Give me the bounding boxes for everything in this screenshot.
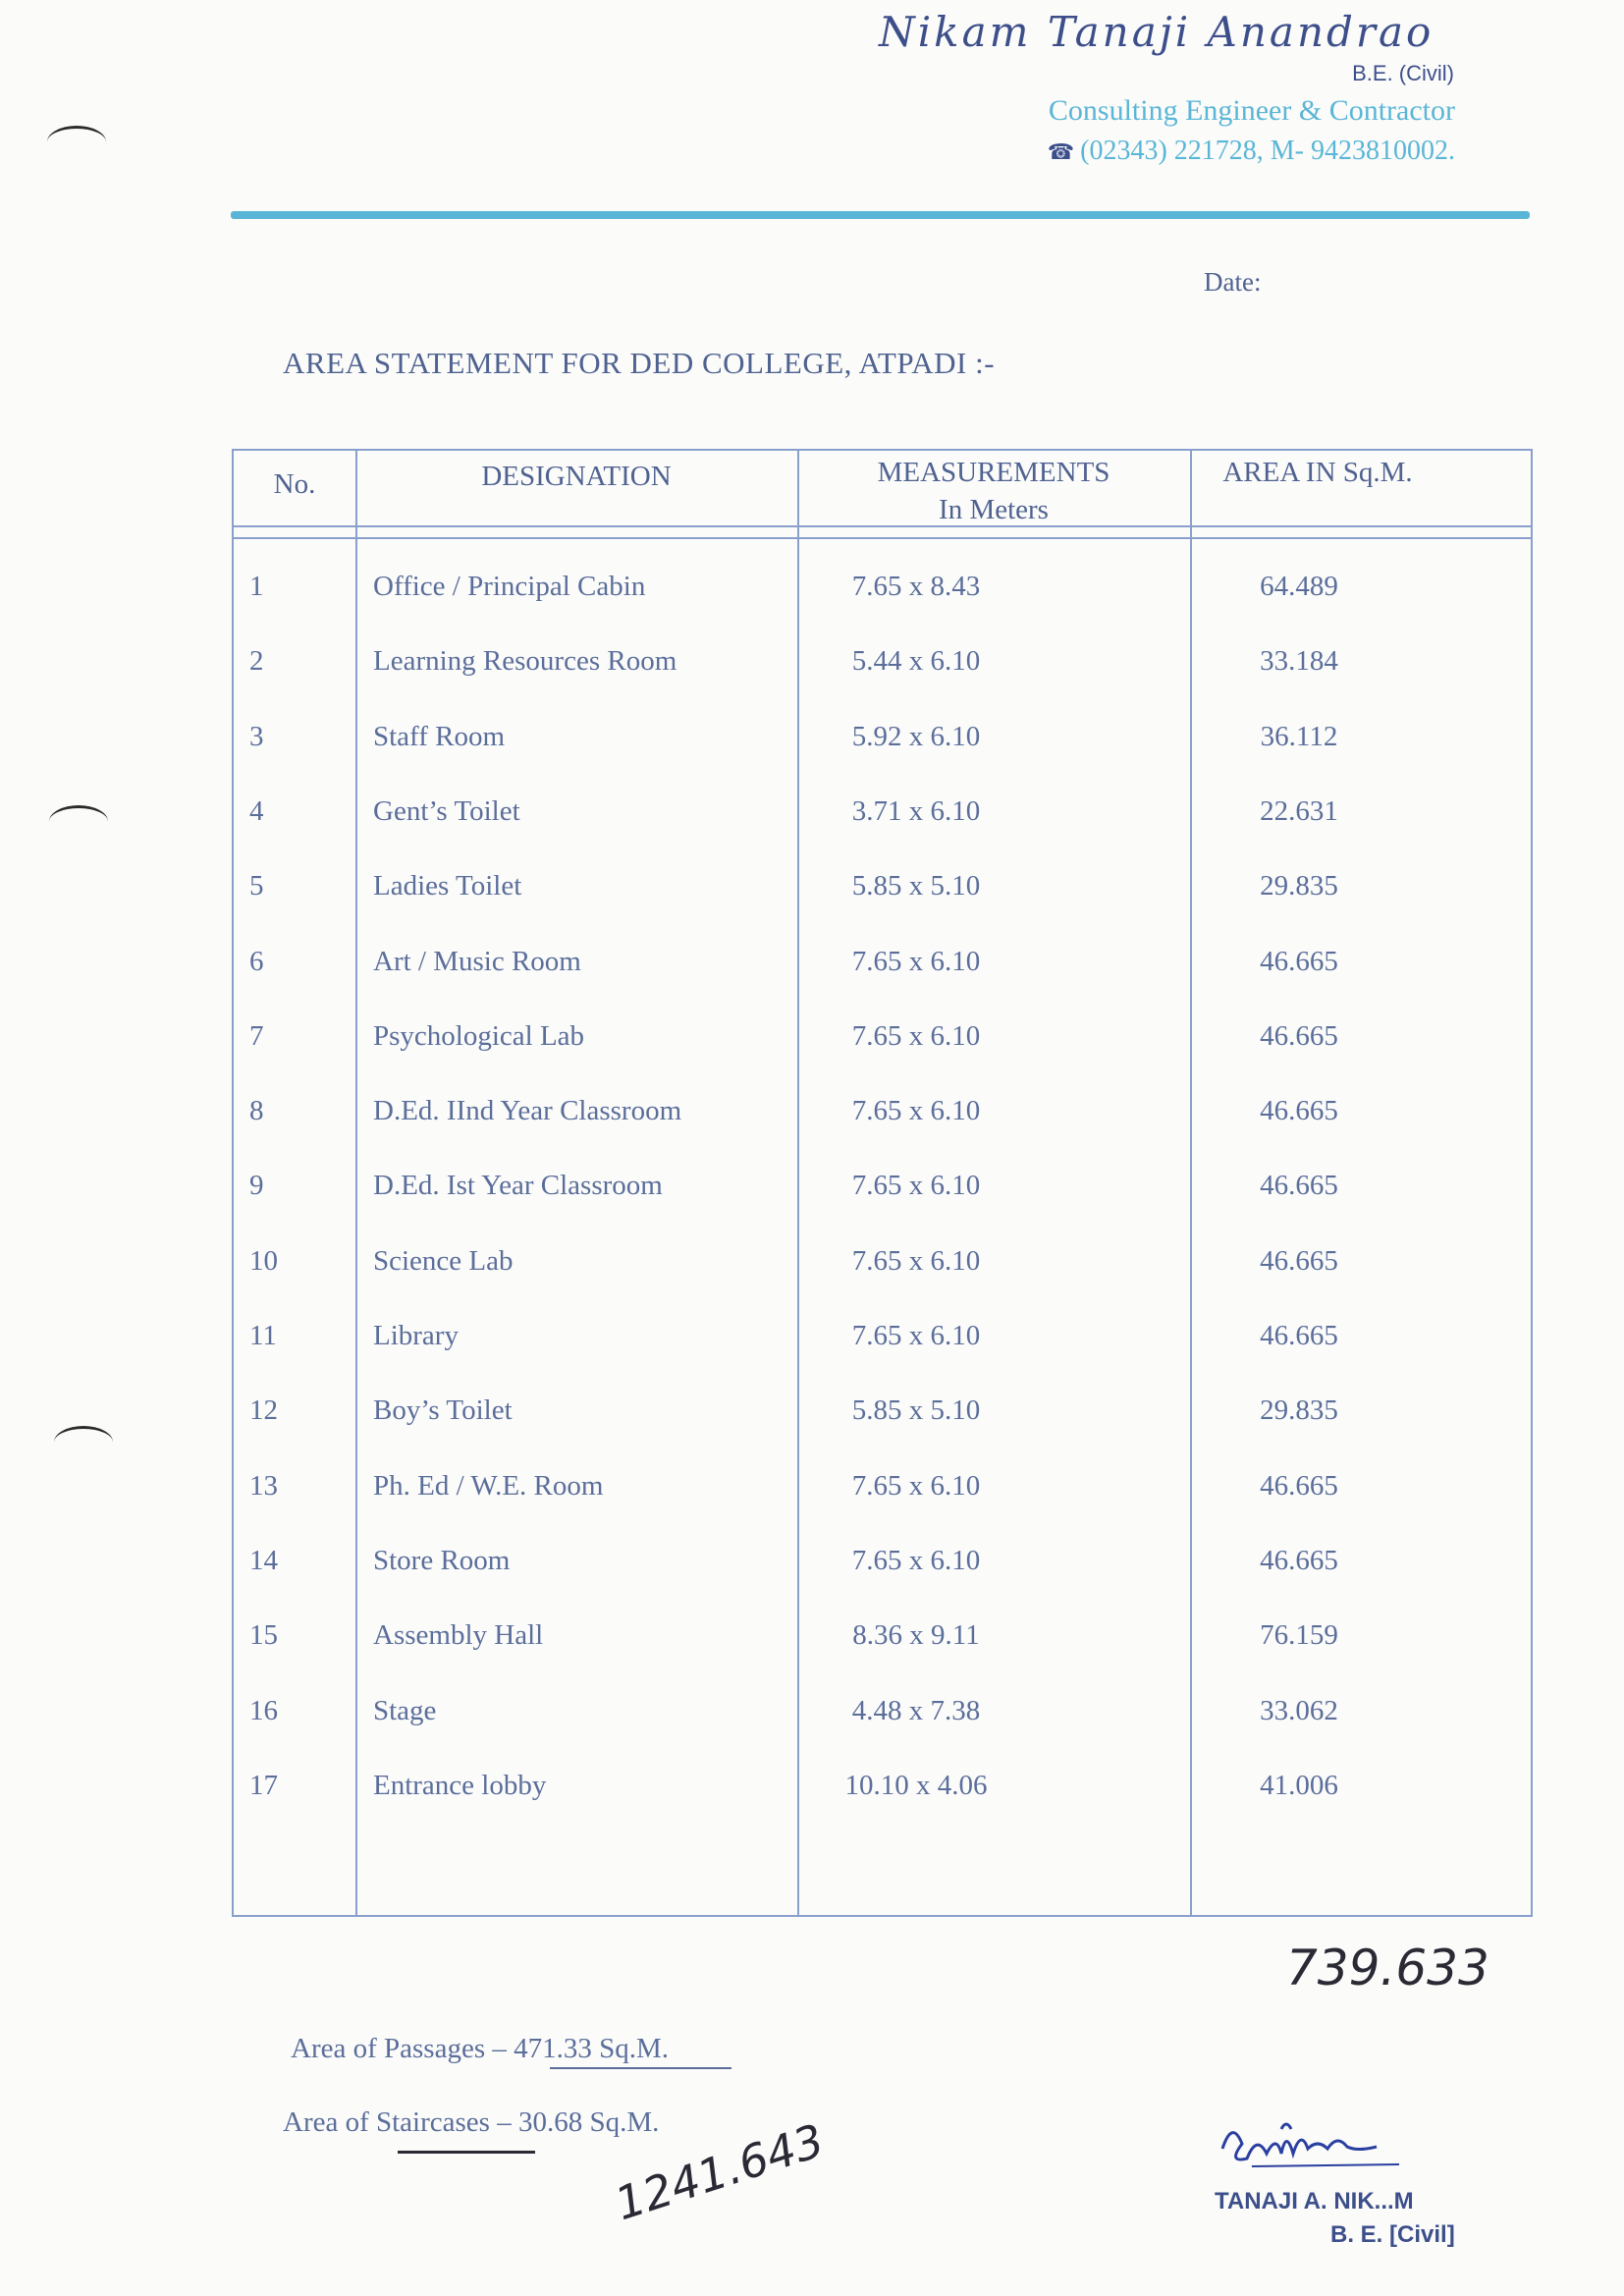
- row-number: 13: [249, 1469, 278, 1502]
- row-number: 17: [249, 1769, 278, 1801]
- row-area: 46.665: [1260, 1244, 1338, 1277]
- row-designation: Science Lab: [373, 1244, 514, 1277]
- row-measurement: 7.65 x 6.10: [851, 1019, 981, 1052]
- row-designation: Boy’s Toilet: [373, 1394, 513, 1427]
- row-area: 64.489: [1260, 571, 1338, 602]
- row-measurement: 5.85 x 5.10: [851, 870, 981, 902]
- row-designation: Store Room: [373, 1544, 511, 1576]
- row-number: 15: [249, 1619, 278, 1652]
- table-row: [234, 1381, 1531, 1455]
- table-row: [234, 1456, 1531, 1531]
- header-measurements-label: MEASUREMENTS: [877, 457, 1110, 488]
- row-designation: Library: [373, 1320, 459, 1351]
- row-designation: D.Ed. IInd Year Classroom: [373, 1095, 682, 1127]
- header-area: AREA IN Sq.M.: [1222, 457, 1413, 488]
- letterhead-phone: [1048, 136, 1455, 167]
- table-row: [234, 707, 1531, 782]
- header-measurements-unit: In Meters: [939, 493, 1049, 525]
- staircases-area: Area of Staircases – 30.68 Sq.M.: [283, 2106, 660, 2138]
- row-number: 11: [249, 1320, 277, 1351]
- row-measurement: 5.92 x 6.10: [851, 720, 981, 752]
- header-divider: [231, 211, 1530, 219]
- row-designation: Psychological Lab: [373, 1019, 585, 1052]
- row-area: 46.665: [1260, 945, 1338, 977]
- header-designation: DESIGNATION: [481, 461, 672, 492]
- row-measurement: 7.65 x 8.43: [851, 571, 981, 602]
- phone-number: (02343) 221728, M- 9423810002.: [1080, 136, 1455, 166]
- row-area: 41.006: [1260, 1769, 1338, 1801]
- row-area: 33.184: [1260, 645, 1338, 678]
- table-row: [234, 1306, 1531, 1381]
- signature-stamp: [1213, 2109, 1468, 2198]
- row-designation: Office / Principal Cabin: [373, 571, 646, 602]
- row-area: 33.062: [1260, 1694, 1338, 1726]
- row-designation: Ladies Toilet: [373, 870, 522, 902]
- table-row: [234, 1081, 1531, 1156]
- punch-hole-mark: [49, 805, 108, 838]
- row-measurement: 10.10 x 4.06: [844, 1769, 988, 1801]
- row-measurement: 3.71 x 6.10: [851, 794, 981, 827]
- letterhead-name: Nikam Tanaji Anandrao: [879, 8, 1435, 56]
- row-number: 16: [249, 1694, 278, 1726]
- row-measurement: 4.48 x 7.38: [851, 1694, 981, 1726]
- row-designation: Art / Music Room: [373, 945, 581, 977]
- table-row: [234, 782, 1531, 856]
- table-row: [234, 932, 1531, 1007]
- row-area: 36.112: [1260, 720, 1338, 752]
- table-row: [234, 1156, 1531, 1230]
- table-row: [234, 1756, 1531, 1831]
- handwritten-underline: [398, 2151, 535, 2154]
- row-designation: Stage: [373, 1694, 437, 1726]
- phone-icon: ☎: [1047, 139, 1075, 164]
- row-measurement: 5.85 x 5.10: [851, 1394, 981, 1427]
- row-area: 46.665: [1260, 1019, 1338, 1052]
- row-area: 46.665: [1260, 1320, 1338, 1351]
- row-number: 9: [249, 1170, 264, 1202]
- handwritten-grand-total: 1241.643: [609, 2113, 831, 2231]
- row-number: 8: [249, 1095, 264, 1127]
- row-designation: Ph. Ed / W.E. Room: [373, 1469, 604, 1502]
- row-designation: Learning Resources Room: [373, 645, 677, 678]
- header-measurements: [797, 455, 1190, 528]
- row-designation: Assembly Hall: [373, 1619, 544, 1652]
- row-number: 3: [249, 720, 264, 752]
- row-number: 7: [249, 1019, 264, 1052]
- row-measurement: 7.65 x 6.10: [851, 1469, 981, 1502]
- date-label: Date:: [1204, 267, 1262, 297]
- table-row: [234, 631, 1531, 706]
- row-number: 2: [249, 645, 264, 678]
- row-measurement: 8.36 x 9.11: [852, 1619, 980, 1652]
- area-table: [232, 449, 1533, 1917]
- passages-area: Area of Passages – 471.33 Sq.M.: [291, 2033, 670, 2064]
- row-measurement: 7.65 x 6.10: [851, 1095, 981, 1127]
- row-number: 12: [249, 1394, 278, 1427]
- signature-name: TANAJI A. NIK...M: [1215, 2188, 1414, 2214]
- table-row: [234, 856, 1531, 931]
- row-number: 1: [249, 571, 264, 602]
- row-number: 10: [249, 1244, 278, 1277]
- row-number: 6: [249, 945, 264, 977]
- row-number: 4: [249, 794, 264, 827]
- row-designation: Staff Room: [373, 720, 505, 752]
- header-divider-line: [234, 537, 1531, 539]
- row-area: 29.835: [1260, 870, 1338, 902]
- row-area: 76.159: [1260, 1619, 1338, 1652]
- header-no: No.: [273, 468, 316, 500]
- table-row: [234, 1606, 1531, 1680]
- punch-hole-mark: [54, 1426, 113, 1458]
- table-row: [234, 1231, 1531, 1306]
- row-designation: Entrance lobby: [373, 1769, 547, 1801]
- row-area: 46.665: [1260, 1170, 1338, 1202]
- signature-scribble-icon: [1213, 2109, 1468, 2178]
- row-area: 29.835: [1260, 1394, 1338, 1427]
- row-area: 22.631: [1260, 794, 1338, 827]
- row-number: 5: [249, 870, 264, 902]
- row-area: 46.665: [1260, 1544, 1338, 1576]
- row-measurement: 7.65 x 6.10: [851, 1320, 981, 1351]
- letterhead-role: Consulting Engineer & Contractor: [1048, 94, 1455, 127]
- table-row: [234, 1531, 1531, 1606]
- row-measurement: 7.65 x 6.10: [851, 945, 981, 977]
- row-number: 14: [249, 1544, 278, 1576]
- letterhead-degree: B.E. (Civil): [1352, 61, 1454, 85]
- row-measurement: 7.65 x 6.10: [851, 1544, 981, 1576]
- table-row: [234, 1681, 1531, 1756]
- table-row: [234, 1007, 1531, 1081]
- row-measurement: 7.65 x 6.10: [851, 1244, 981, 1277]
- table-row: [234, 557, 1531, 631]
- row-area: 46.665: [1260, 1469, 1338, 1502]
- punch-hole-mark: [47, 126, 106, 158]
- signature-degree: B. E. [Civil]: [1330, 2221, 1455, 2248]
- document-title: AREA STATEMENT FOR DED COLLEGE, ATPADI :-: [283, 346, 996, 380]
- row-measurement: 7.65 x 6.10: [851, 1170, 981, 1202]
- row-measurement: 5.44 x 6.10: [851, 645, 981, 678]
- row-area: 46.665: [1260, 1095, 1338, 1127]
- underline: [550, 2067, 731, 2069]
- row-designation: D.Ed. Ist Year Classroom: [373, 1170, 663, 1202]
- row-designation: Gent’s Toilet: [373, 794, 520, 827]
- handwritten-total: 739.633: [1286, 1940, 1489, 1996]
